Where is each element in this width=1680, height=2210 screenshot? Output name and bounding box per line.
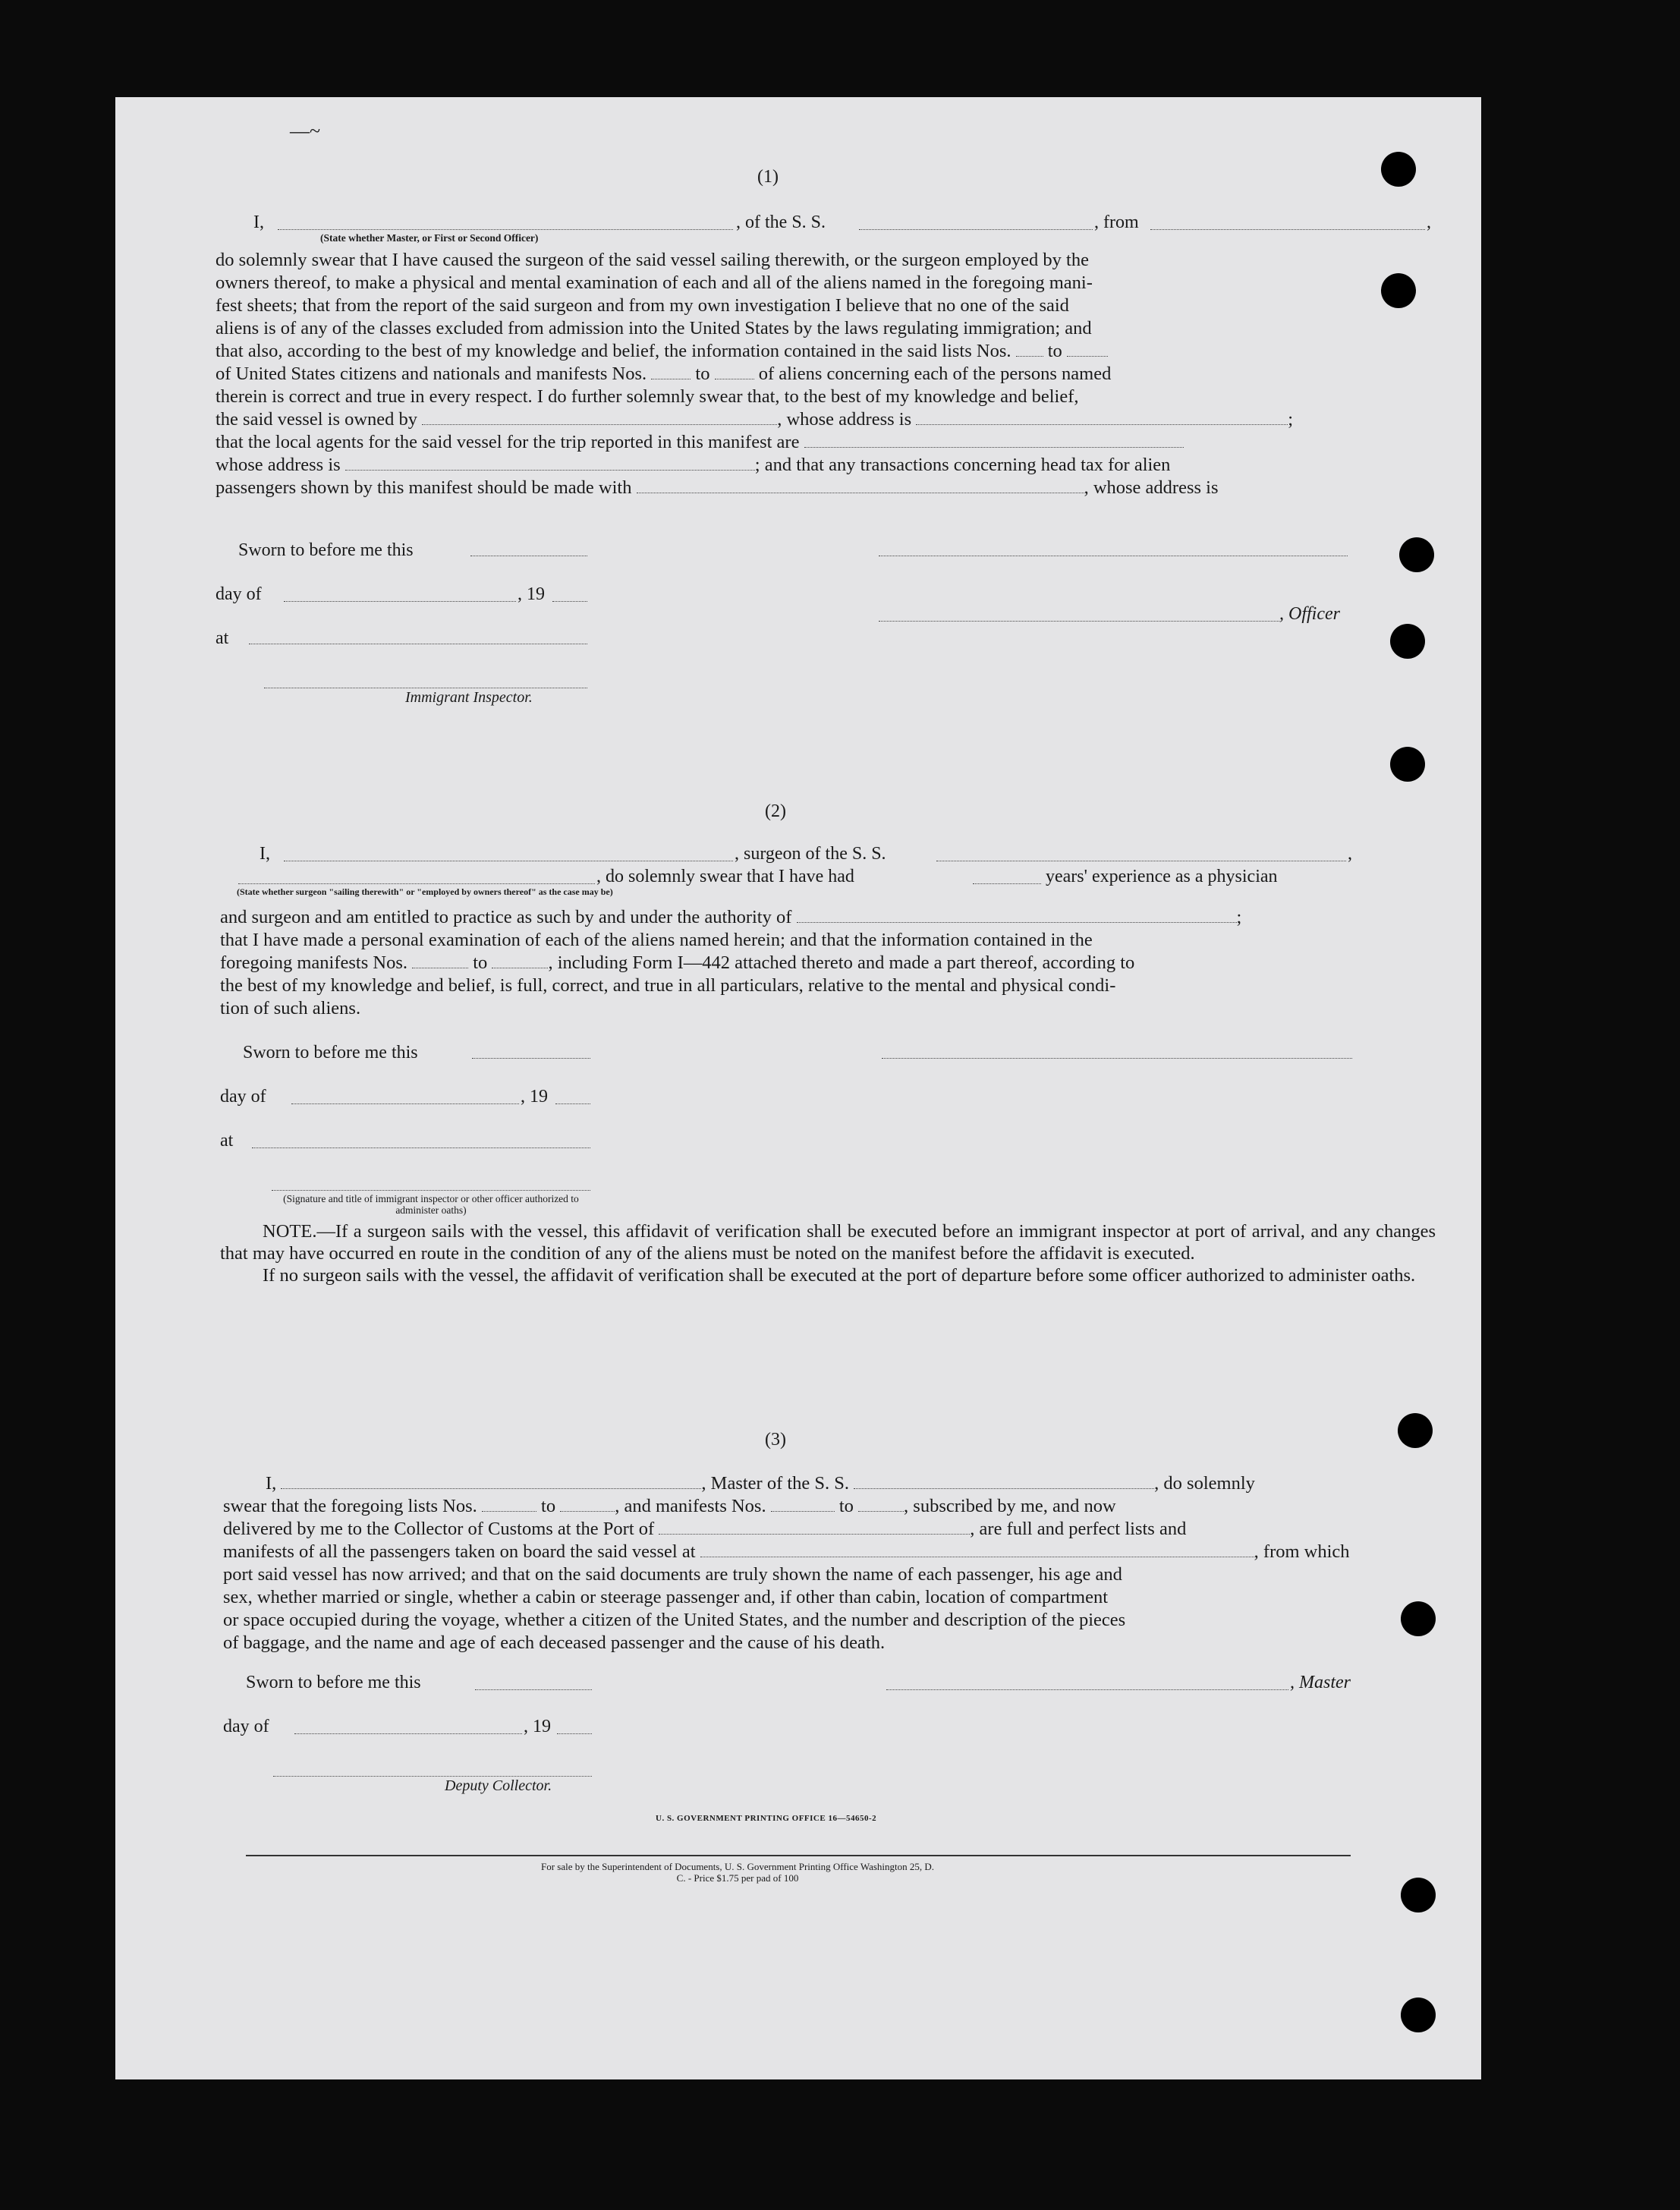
s3-manifests-to-field[interactable]: [858, 1496, 904, 1512]
punch-hole: [1399, 537, 1434, 572]
s1-officer-label: , Officer: [1279, 604, 1340, 624]
s1-sworn: Sworn to before me this: [238, 540, 414, 560]
s2-i: I,: [260, 844, 270, 864]
s2-body-line: that I have made a personal examination of each of the aliens named herein; and that the information contained in the: [220, 930, 1093, 950]
footer-rule: [246, 1855, 1351, 1856]
s1-officer-name-field[interactable]: [278, 229, 733, 230]
s1-day-of: day of: [216, 584, 262, 604]
s1-body-line: do solemnly swear that I have caused the surgeon of the said vessel sailing therewith, or the surgeon employed by the: [216, 250, 1089, 270]
s2-sworn-field[interactable]: [472, 1058, 590, 1059]
s1-body-line: therein is correct and true in every respect. I do further solemnly swear that, to the best of my knowledge and belief,: [216, 386, 1079, 407]
s3-year-field[interactable]: [557, 1733, 592, 1734]
s2-end-comma: ,: [1348, 844, 1352, 864]
s2-body-line: foregoing manifests Nos. to , including Form I—442 attached thereto and made a part thereof, according to: [220, 952, 1135, 973]
s3-deputy-signature-field[interactable]: [273, 1776, 592, 1777]
s3-master-name-field[interactable]: [281, 1473, 701, 1489]
s1-lists-to-field[interactable]: [1067, 341, 1108, 357]
s2-year: , 19: [521, 1087, 548, 1107]
s1-line-end: ,: [1427, 212, 1431, 232]
s2-at: at: [220, 1131, 234, 1151]
footer-text: For sale by the Superintendent of Documents, U. S. Government Printing Office Washington 25, D. C. - Price $1.75 per pad of 100: [540, 1861, 935, 1884]
s2-swear: , do solemnly swear that I have had: [596, 867, 854, 886]
punch-hole: [1390, 624, 1425, 659]
s3-day-of: day of: [223, 1717, 269, 1736]
s1-body: [216, 249, 1431, 499]
s2-sworn: Sworn to before me this: [243, 1043, 418, 1062]
s3-sworn-field[interactable]: [475, 1689, 592, 1690]
s1-subnote: (State whether Master, or First or Second Officer): [320, 232, 539, 244]
s2-manifests-from-field[interactable]: [412, 952, 468, 968]
punch-hole: [1401, 1998, 1436, 2032]
s3-body-line: port said vessel has now arrived; and that on the said documents are truly shown the name of each passenger, his age and: [223, 1564, 1122, 1585]
s3-vessel-field[interactable]: [854, 1473, 1154, 1489]
s3-body: [223, 1472, 1439, 1654]
s1-year-field[interactable]: [552, 601, 587, 602]
s3-body-line: of baggage, and the name and age of each deceased passenger and the cause of his death.: [223, 1632, 886, 1653]
s1-i: I,: [253, 212, 264, 232]
s2-years-field[interactable]: [973, 883, 1041, 884]
s2-surgeon-signature-field[interactable]: [882, 1058, 1352, 1059]
manifest-verification-page: [115, 97, 1481, 2079]
s2-year-field[interactable]: [555, 1103, 590, 1104]
s3-body-line: swear that the foregoing lists Nos. to , and manifests Nos. to , subscribed by me, and now: [223, 1496, 1116, 1516]
s1-body-line: the said vessel is owned by , whose address is ;: [216, 409, 1294, 430]
s2-signature-note: (Signature and title of immigrant inspector or other officer authorized to administer oaths): [283, 1193, 579, 1216]
s2-body-line: tion of such aliens.: [220, 998, 361, 1018]
s2-years: years' experience as a physician: [1046, 867, 1278, 886]
s3-body-line: manifests of all the passengers taken on board the said vessel at , from which: [223, 1541, 1350, 1562]
s2-body-line: the best of my knowledge and belief, is full, correct, and true in all particulars, relative to the mental and physical condi-: [220, 975, 1116, 996]
s1-body-line: passengers shown by this manifest should be made with , whose address is: [216, 477, 1219, 498]
s1-body-line: that the local agents for the said vessel for the trip reported in this manifest are: [216, 431, 1431, 454]
s3-lists-from-field[interactable]: [482, 1496, 536, 1512]
s3-body-line: delivered by me to the Collector of Customs at the Port of , are full and perfect lists and: [223, 1519, 1187, 1539]
s3-manifests-from-field[interactable]: [771, 1496, 835, 1512]
s3-day-field[interactable]: [294, 1733, 522, 1734]
section-2-number: (2): [765, 801, 786, 821]
s1-from-field[interactable]: [1150, 229, 1425, 230]
s1-body-line: owners thereof, to make a physical and mental examination of each and all of the aliens named in the foregoing mani-: [216, 272, 1093, 293]
s3-departure-port-field[interactable]: [700, 1541, 1254, 1557]
s2-capacity-field[interactable]: [238, 883, 595, 884]
s2-note-2: If no surgeon sails with the vessel, the affidavit of verification shall be executed at the port of departure before some officer authorized to administer oaths.: [263, 1265, 1416, 1286]
s3-port-field[interactable]: [659, 1519, 970, 1535]
s3-body-line: I, , Master of the S. S. , do solemnly: [266, 1473, 1255, 1494]
s1-lists-from-field[interactable]: [1016, 341, 1043, 357]
s2-signature-field[interactable]: [272, 1190, 590, 1191]
s1-year: , 19: [518, 584, 545, 604]
s1-vessel-field[interactable]: [859, 229, 1093, 230]
s2-surgeon-of: , surgeon of the S. S.: [735, 844, 886, 864]
s1-officer-signature-field[interactable]: [879, 621, 1279, 622]
s1-owner-address-field[interactable]: [916, 409, 1288, 425]
punch-hole: [1398, 1413, 1433, 1448]
s3-body-line: or space occupied during the voyage, whether a citizen of the United States, and the number and description of the pieces: [223, 1610, 1126, 1630]
s3-master-label: , Master: [1290, 1673, 1351, 1692]
punch-hole: [1390, 747, 1425, 782]
printing-office-line: U. S. GOVERNMENT PRINTING OFFICE 16—54650-2: [656, 1814, 877, 1823]
s1-head-tax-field[interactable]: [637, 477, 1084, 493]
s1-inspector-label: Immigrant Inspector.: [405, 689, 533, 706]
top-mark: —~: [290, 120, 321, 142]
s1-agents-address-field[interactable]: [345, 455, 755, 471]
s2-manifests-to-field[interactable]: [492, 952, 548, 968]
s1-body-line: of United States citizens and nationals and manifests Nos. to of aliens concerning each of the persons named: [216, 364, 1112, 384]
s1-body-line: fest sheets; that from the report of the said surgeon and from my own investigation I believe that no one of the said: [216, 295, 1069, 316]
s3-sworn: Sworn to before me this: [246, 1673, 421, 1692]
s3-body-line: sex, whether married or single, whether a cabin or steerage passenger and, if other than cabin, location of compartment: [223, 1587, 1109, 1607]
s1-from: , from: [1094, 212, 1139, 232]
s1-owner-field[interactable]: [422, 409, 777, 425]
s3-master-signature-field[interactable]: [886, 1689, 1288, 1690]
punch-hole: [1401, 1878, 1436, 1912]
section-3-number: (3): [765, 1430, 786, 1450]
s1-manifests-from-field[interactable]: [651, 364, 691, 379]
s1-of-ss: , of the S. S.: [736, 212, 826, 232]
s2-body-line: and surgeon and am entitled to practice as such by and under the authority of ;: [220, 907, 1242, 927]
s2-day-field[interactable]: [291, 1103, 519, 1104]
s2-authority-field[interactable]: [797, 907, 1237, 923]
s1-at: at: [216, 628, 229, 648]
s1-manifests-to-field[interactable]: [715, 364, 754, 379]
s1-agents-field[interactable]: [804, 432, 1184, 448]
s2-body: [220, 906, 1436, 1020]
s2-day-of: day of: [220, 1087, 266, 1107]
s1-day-field[interactable]: [284, 601, 516, 602]
s3-year: , 19: [524, 1717, 551, 1736]
section-1-number: (1): [757, 167, 779, 187]
s2-note: [220, 1220, 1436, 1286]
s1-body-line: that also, according to the best of my knowledge and belief, the information contained in the said lists Nos. to: [216, 340, 1431, 363]
s1-body-line: whose address is ; and that any transactions concerning head tax for alien: [216, 455, 1171, 475]
s2-note-1: NOTE.—If a surgeon sails with the vessel, this affidavit of verification shall be executed before an immigrant inspector at port of arrival, and any changes that may have occurred en route in the condition of any of the aliens must be noted on the manifest before the affidavit is executed.: [220, 1221, 1436, 1264]
punch-hole: [1381, 152, 1416, 187]
s1-body-line: aliens is of any of the classes excluded from admission into the United States by the laws regulating immigration; and: [216, 318, 1092, 338]
s3-lists-to-field[interactable]: [560, 1496, 615, 1512]
s3-deputy-label: Deputy Collector.: [445, 1777, 552, 1794]
s2-subnote: (State whether surgeon "sailing therewith" or "employed by owners thereof" as the case may be): [237, 886, 613, 897]
